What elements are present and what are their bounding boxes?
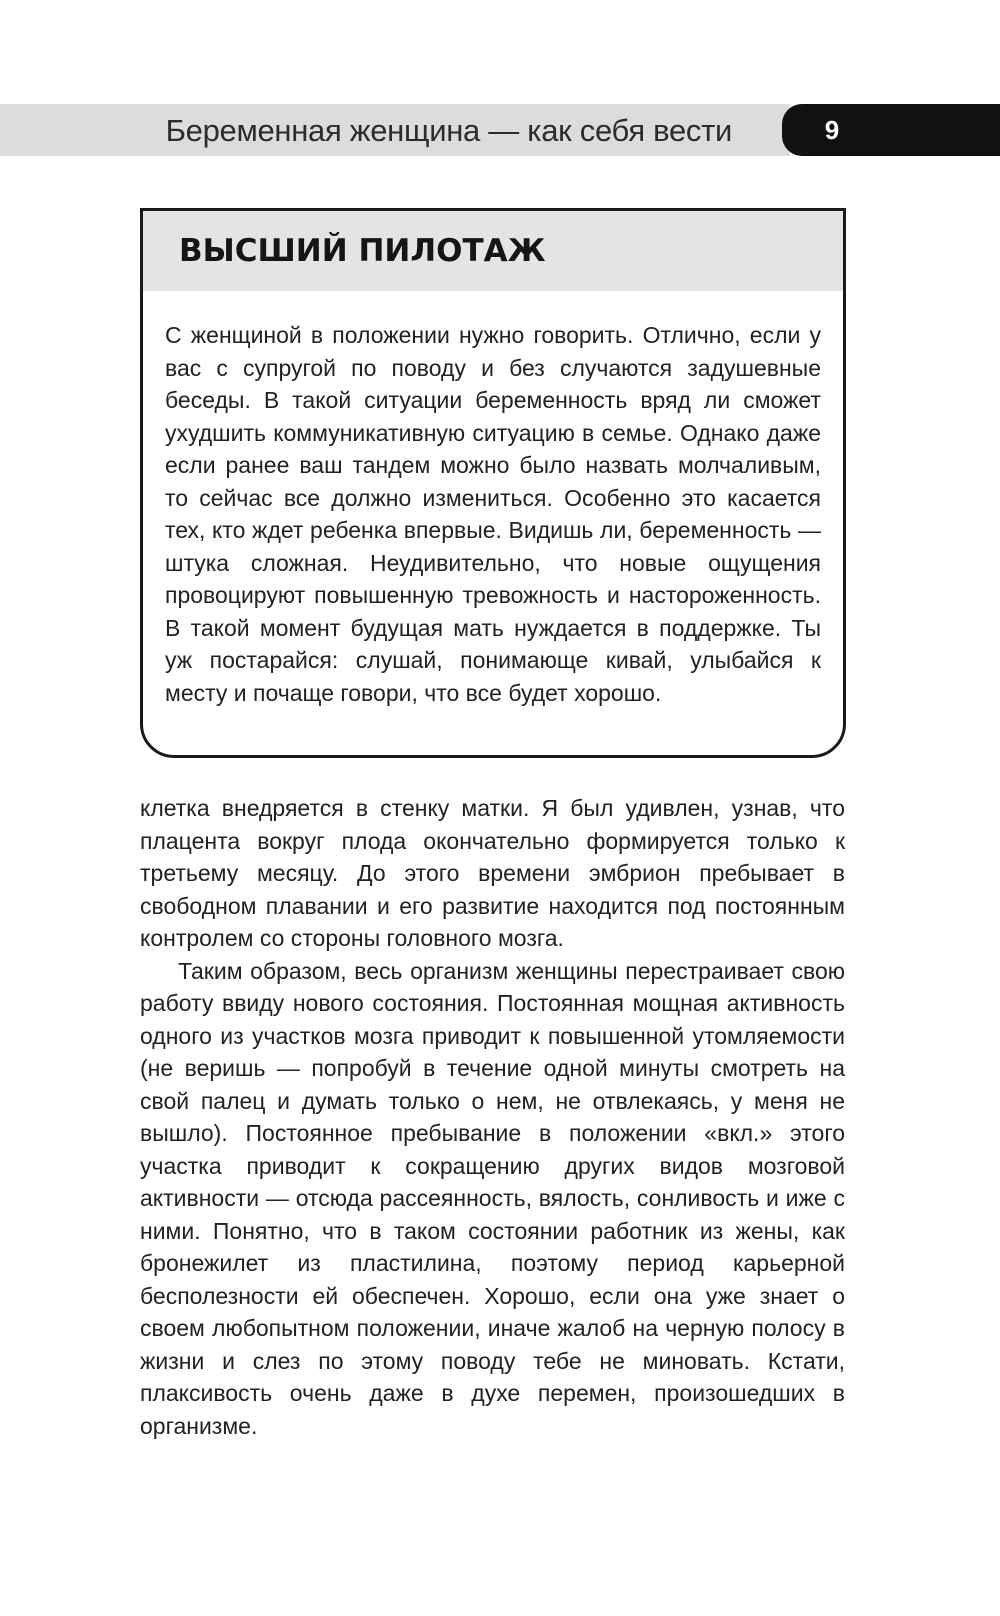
page-number: 9 (824, 115, 840, 145)
main-text (140, 792, 845, 1442)
body-paragraph: клетка внедряется в стенку матки. Я был удивлен, узнав, что плацента вокруг плода окончательно формируется только к третьему месяцу. До этого времени эмбрион пребывает в свободном плавании и его развитие находится под постоянным контролем со стороны головного мозга. (140, 795, 845, 951)
sidebar-text: С женщиной в положении нужно говорить. Отлично, если у вас с супругой по поводу и без случаются задушевные беседы. В такой ситуации беременность вряд ли сможет ухудшить коммуникативную ситуацию в семье. Однако даже если ранее ваш тандем можно было назвать молчаливым, то сейчас все должно измениться. Особенно это касается тех, кто ждет ребенка впервые. Видишь ли, беременность — штука сложная. Неудивительно, что новые ощущения провоцируют повышенную тревожность и настороженность. В такой момент будущая мать нуждается в поддержке. Ты уж постарайся: слушай, понимающе кивай, улыбайся к месту и почаще говори, что все будет хорошо. (165, 322, 821, 706)
body-paragraph: Таким образом, весь организм женщины перестраивает свою работу ввиду нового состояния. Постоянная мощная активность одного из участков мозга приводит к повышенной утомляемости (не веришь — попробуй в течение одной минуты смотреть на свой палец и думать только о нем, не отвлекаясь, у меня не вышло). Постоянное пребывание в положении «вкл.» этого участка приводит к сокращению других видов мозговой активности — отсюда рассеянность, вялость, сонливость и иже с ними. Понятно, что в таком состоянии работник из жены, как бронежилет из пластилина, поэтому период карьерной бесполезности ей обеспечен. Хорошо, если она уже знает о своем любопытном положении, иначе жалоб на черную полосу в жизни и слез по этому поводу тебе не миновать. Кстати, плаксивость очень даже в духе перемен, произошедших в организме. (140, 957, 845, 1439)
running-header-title: Беременная женщина — как себя вести (165, 113, 732, 148)
sidebar-box (140, 208, 846, 758)
sidebar-title: ВЫСШИЙ ПИЛОТАЖ (179, 233, 546, 269)
